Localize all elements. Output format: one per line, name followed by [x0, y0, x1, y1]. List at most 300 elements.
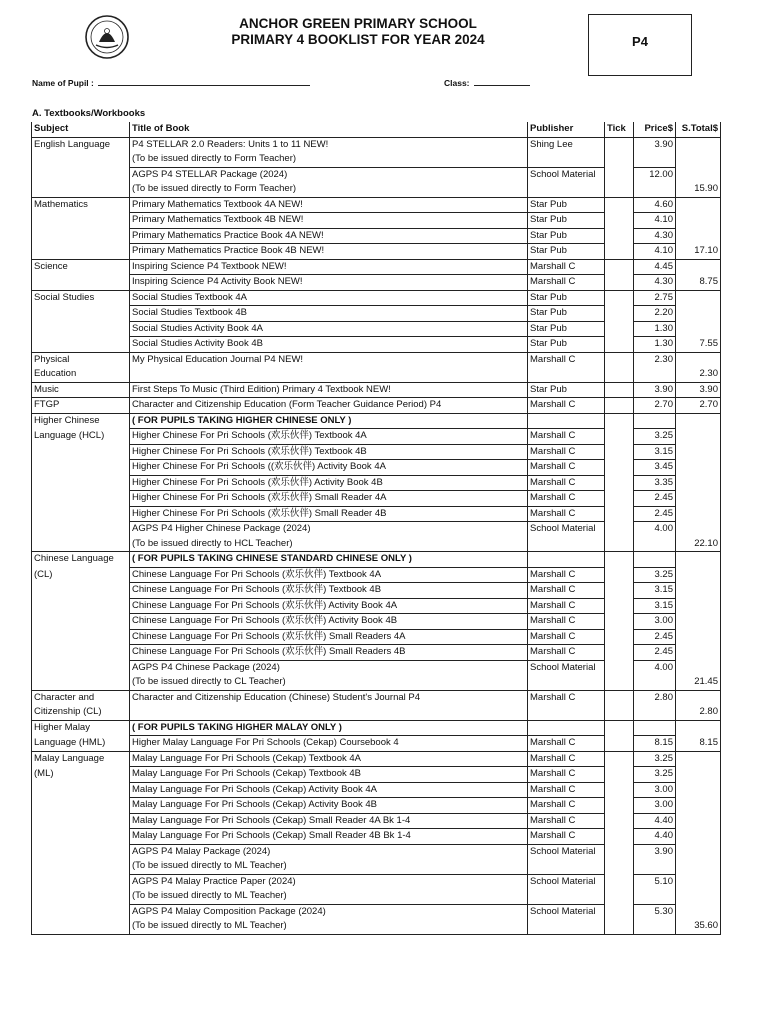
- tick-cell[interactable]: [605, 475, 634, 491]
- table-row: [32, 413, 721, 429]
- price-cell: [634, 859, 676, 874]
- column-header-subject: Subject: [32, 122, 130, 137]
- table-row: [32, 919, 721, 934]
- publisher-cell: Marshall C: [528, 475, 605, 491]
- subject-cell: [32, 228, 130, 244]
- table-row: [32, 460, 721, 476]
- tick-cell[interactable]: [605, 782, 634, 798]
- title-cell: AGPS P4 Higher Chinese Package (2024): [130, 522, 528, 537]
- tick-cell[interactable]: [605, 567, 634, 583]
- publisher-cell: Marshall C: [528, 398, 605, 414]
- price-cell: 3.15: [634, 583, 676, 599]
- title-cell: Higher Malay Language For Pri Schools (Cekap) Coursebook 4: [130, 736, 528, 752]
- subject-cell: Music: [32, 382, 130, 398]
- subtotal-cell: [676, 321, 721, 337]
- publisher-cell: Marshall C: [528, 460, 605, 476]
- tick-cell[interactable]: [605, 137, 634, 152]
- price-cell: 12.00: [634, 167, 676, 182]
- subject-cell: [32, 167, 130, 182]
- subject-cell: [32, 460, 130, 476]
- publisher-cell: [528, 919, 605, 934]
- subject-cell: [32, 889, 130, 904]
- price-cell: 4.10: [634, 244, 676, 260]
- subtotal-cell: 15.90: [676, 182, 721, 197]
- subtotal-cell: 17.10: [676, 244, 721, 260]
- column-header-subtotal: S.Total$: [676, 122, 721, 137]
- subtotal-cell: [676, 228, 721, 244]
- title-cell: Primary Mathematics Practice Book 4B NEW!: [130, 244, 528, 260]
- title-cell: ( FOR PUPILS TAKING HIGHER CHINESE ONLY ): [130, 413, 528, 429]
- publisher-cell: Marshall C: [528, 798, 605, 814]
- publisher-cell: Marshall C: [528, 751, 605, 767]
- price-cell: [634, 889, 676, 904]
- title-cell: AGPS P4 Malay Composition Package (2024): [130, 904, 528, 919]
- tick-cell[interactable]: [605, 614, 634, 630]
- publisher-cell: Star Pub: [528, 290, 605, 306]
- section-title: A. Textbooks/Workbooks: [32, 108, 146, 119]
- tick-cell[interactable]: [605, 629, 634, 645]
- tick-cell[interactable]: [605, 491, 634, 507]
- table-row: [32, 889, 721, 904]
- tick-cell[interactable]: [605, 244, 634, 260]
- title-cell: Chinese Language For Pri Schools (欢乐伙伴) Activity Book 4A: [130, 598, 528, 614]
- subtotal-cell: [676, 475, 721, 491]
- table-row: [32, 675, 721, 690]
- subject-cell: [32, 844, 130, 859]
- table-row: [32, 829, 721, 845]
- tick-cell[interactable]: [605, 751, 634, 767]
- tick-cell[interactable]: [605, 844, 634, 859]
- subtotal-cell: [676, 813, 721, 829]
- publisher-cell: Marshall C: [528, 491, 605, 507]
- subject-cell: [32, 829, 130, 845]
- publisher-cell: Marshall C: [528, 614, 605, 630]
- table-row: [32, 398, 721, 414]
- pupil-name-line[interactable]: [98, 77, 310, 86]
- tick-cell[interactable]: [605, 213, 634, 229]
- table-row: [32, 782, 721, 798]
- table-row: [32, 444, 721, 460]
- publisher-cell: Star Pub: [528, 321, 605, 337]
- tick-cell[interactable]: [605, 889, 634, 904]
- subtotal-cell: [676, 874, 721, 889]
- subtotal-cell: [676, 767, 721, 783]
- subject-cell: Higher Malay: [32, 720, 130, 736]
- subtotal-cell: [676, 137, 721, 152]
- subject-cell: Mathematics: [32, 197, 130, 213]
- title-cell: Malay Language For Pri Schools (Cekap) Textbook 4A: [130, 751, 528, 767]
- subject-cell: [32, 244, 130, 260]
- price-cell: [634, 675, 676, 690]
- title-cell: Malay Language For Pri Schools (Cekap) Small Reader 4B Bk 1-4: [130, 829, 528, 845]
- tick-cell[interactable]: [605, 337, 634, 353]
- tick-cell[interactable]: [605, 152, 634, 167]
- publisher-cell: Marshall C: [528, 629, 605, 645]
- tick-cell[interactable]: [605, 767, 634, 783]
- title-cell: Character and Citizenship Education (Form Teacher Guidance Period) P4: [130, 398, 528, 414]
- publisher-cell: School Material: [528, 522, 605, 537]
- publisher-cell: [528, 413, 605, 429]
- title-cell: (To be issued directly to HCL Teacher): [130, 537, 528, 552]
- title-cell: Higher Chinese For Pri Schools (欢乐伙伴) Textbook 4B: [130, 444, 528, 460]
- subtotal-cell: [676, 844, 721, 859]
- tick-cell[interactable]: [605, 537, 634, 552]
- publisher-cell: Star Pub: [528, 244, 605, 260]
- tick-cell[interactable]: [605, 382, 634, 398]
- table-row: [32, 552, 721, 568]
- subject-cell: Character and: [32, 690, 130, 705]
- tick-cell[interactable]: [605, 275, 634, 291]
- tick-cell[interactable]: [605, 306, 634, 322]
- publisher-cell: Marshall C: [528, 736, 605, 752]
- price-cell: [634, 537, 676, 552]
- publisher-cell: [528, 152, 605, 167]
- subtotal-cell: [676, 829, 721, 845]
- price-cell: 2.45: [634, 629, 676, 645]
- price-cell: 3.25: [634, 429, 676, 445]
- tick-cell[interactable]: [605, 259, 634, 275]
- table-row: [32, 382, 721, 398]
- publisher-cell: Marshall C: [528, 259, 605, 275]
- subject-cell: [32, 598, 130, 614]
- tick-cell[interactable]: [605, 460, 634, 476]
- table-row: [32, 537, 721, 552]
- price-cell: 4.30: [634, 228, 676, 244]
- tick-cell[interactable]: [605, 829, 634, 845]
- table-row: [32, 690, 721, 705]
- subject-cell: [32, 182, 130, 197]
- subtotal-cell: [676, 506, 721, 522]
- price-cell: 1.30: [634, 337, 676, 353]
- tick-cell[interactable]: [605, 182, 634, 197]
- price-cell: 3.00: [634, 782, 676, 798]
- subject-cell: Malay Language: [32, 751, 130, 767]
- table-row: [32, 751, 721, 767]
- subject-cell: [32, 874, 130, 889]
- subject-cell: [32, 152, 130, 167]
- tick-cell[interactable]: [605, 798, 634, 814]
- table-row: [32, 598, 721, 614]
- publisher-cell: [528, 859, 605, 874]
- publisher-cell: Marshall C: [528, 645, 605, 661]
- title-cell: Malay Language For Pri Schools (Cekap) Activity Book 4B: [130, 798, 528, 814]
- subject-cell: [32, 645, 130, 661]
- title-cell: Primary Mathematics Practice Book 4A NEW!: [130, 228, 528, 244]
- title-cell: Malay Language For Pri Schools (Cekap) Textbook 4B: [130, 767, 528, 783]
- tick-cell[interactable]: [605, 413, 634, 429]
- publisher-cell: Marshall C: [528, 567, 605, 583]
- price-cell: 4.45: [634, 259, 676, 275]
- subtotal-cell: [676, 552, 721, 568]
- booklist-title: PRIMARY 4 BOOKLIST FOR YEAR 2024: [231, 32, 485, 47]
- price-cell: 3.90: [634, 382, 676, 398]
- title-cell: (To be issued directly to Form Teacher): [130, 182, 528, 197]
- table-row: [32, 767, 721, 783]
- title-cell: Primary Mathematics Textbook 4A NEW!: [130, 197, 528, 213]
- price-cell: 2.75: [634, 290, 676, 306]
- title-cell: Social Studies Textbook 4B: [130, 306, 528, 322]
- price-cell: 2.45: [634, 506, 676, 522]
- publisher-cell: [528, 720, 605, 736]
- tick-cell[interactable]: [605, 690, 634, 705]
- subtotal-cell: [676, 213, 721, 229]
- publisher-cell: School Material: [528, 904, 605, 919]
- publisher-cell: [528, 537, 605, 552]
- school-name: ANCHOR GREEN PRIMARY SCHOOL: [239, 16, 477, 31]
- subtotal-cell: [676, 290, 721, 306]
- title-cell: Chinese Language For Pri Schools (欢乐伙伴) Textbook 4A: [130, 567, 528, 583]
- table-row: [32, 352, 721, 367]
- subtotal-cell: [676, 444, 721, 460]
- table-row: [32, 583, 721, 599]
- publisher-cell: Shing Lee: [528, 137, 605, 152]
- price-cell: [634, 720, 676, 736]
- subtotal-cell: [676, 197, 721, 213]
- title-cell: Higher Chinese For Pri Schools (欢乐伙伴) Activity Book 4B: [130, 475, 528, 491]
- tick-cell[interactable]: [605, 720, 634, 736]
- table-row: [32, 290, 721, 306]
- title-cell: Chinese Language For Pri Schools (欢乐伙伴) Textbook 4B: [130, 583, 528, 599]
- title-cell: AGPS P4 Chinese Package (2024): [130, 660, 528, 675]
- price-cell: 3.90: [634, 844, 676, 859]
- tick-cell[interactable]: [605, 367, 634, 382]
- column-header-title: Title of Book: [130, 122, 528, 137]
- table-row: [32, 844, 721, 859]
- table-header-row: [32, 122, 721, 137]
- price-cell: [634, 705, 676, 720]
- subtotal-cell: [676, 751, 721, 767]
- tick-cell[interactable]: [605, 598, 634, 614]
- table-row: [32, 567, 721, 583]
- subtotal-cell: [676, 522, 721, 537]
- title-cell: Malay Language For Pri Schools (Cekap) Small Reader 4A Bk 1-4: [130, 813, 528, 829]
- subtotal-cell: [676, 413, 721, 429]
- table-row: [32, 720, 721, 736]
- subtotal-cell: [676, 259, 721, 275]
- subtotal-cell: 3.90: [676, 382, 721, 398]
- publisher-cell: Marshall C: [528, 352, 605, 367]
- price-cell: [634, 152, 676, 167]
- subject-cell: (ML): [32, 767, 130, 783]
- price-cell: 3.25: [634, 751, 676, 767]
- title-cell: (To be issued directly to ML Teacher): [130, 889, 528, 904]
- subject-cell: [32, 859, 130, 874]
- publisher-cell: [528, 889, 605, 904]
- title-cell: Chinese Language For Pri Schools (欢乐伙伴) Activity Book 4B: [130, 614, 528, 630]
- price-cell: 3.90: [634, 137, 676, 152]
- publisher-cell: Star Pub: [528, 337, 605, 353]
- subject-cell: [32, 475, 130, 491]
- tick-cell[interactable]: [605, 197, 634, 213]
- class-label: Class:: [444, 78, 470, 88]
- table-row: [32, 244, 721, 260]
- tick-cell[interactable]: [605, 919, 634, 934]
- title-cell: Social Studies Textbook 4A: [130, 290, 528, 306]
- price-cell: 4.30: [634, 275, 676, 291]
- subject-cell: [32, 213, 130, 229]
- title-cell: Social Studies Activity Book 4B: [130, 337, 528, 353]
- table-row: [32, 367, 721, 382]
- subject-cell: [32, 675, 130, 690]
- publisher-cell: Star Pub: [528, 213, 605, 229]
- price-cell: 3.15: [634, 444, 676, 460]
- tick-cell[interactable]: [605, 352, 634, 367]
- subtotal-cell: [676, 352, 721, 367]
- column-header-publisher: Publisher: [528, 122, 605, 137]
- title-cell: (To be issued directly to Form Teacher): [130, 152, 528, 167]
- subject-cell: English Language: [32, 137, 130, 152]
- tick-cell[interactable]: [605, 429, 634, 445]
- subject-cell: [32, 919, 130, 934]
- title-cell: Chinese Language For Pri Schools (欢乐伙伴) Small Readers 4A: [130, 629, 528, 645]
- title-cell: My Physical Education Journal P4 NEW!: [130, 352, 528, 367]
- title-cell: Inspiring Science P4 Textbook NEW!: [130, 259, 528, 275]
- subject-cell: [32, 506, 130, 522]
- price-cell: 2.45: [634, 491, 676, 507]
- publisher-cell: [528, 552, 605, 568]
- level-box: P4: [588, 14, 692, 76]
- title-cell: (To be issued directly to CL Teacher): [130, 675, 528, 690]
- title-cell: [130, 705, 528, 720]
- subject-cell: Language (HML): [32, 736, 130, 752]
- subtotal-cell: [676, 614, 721, 630]
- price-cell: 3.25: [634, 767, 676, 783]
- table-row: [32, 213, 721, 229]
- table-row: [32, 167, 721, 182]
- title-cell: (To be issued directly to ML Teacher): [130, 859, 528, 874]
- table-row: [32, 275, 721, 291]
- subject-cell: [32, 522, 130, 537]
- title-cell: AGPS P4 Malay Package (2024): [130, 844, 528, 859]
- publisher-cell: [528, 367, 605, 382]
- subject-cell: (CL): [32, 567, 130, 583]
- price-cell: 3.00: [634, 614, 676, 630]
- subtotal-cell: 35.60: [676, 919, 721, 934]
- subtotal-cell: 2.30: [676, 367, 721, 382]
- table-row: [32, 491, 721, 507]
- title-cell: Higher Chinese For Pri Schools ((欢乐伙伴) Activity Book 4A: [130, 460, 528, 476]
- title-cell: Social Studies Activity Book 4A: [130, 321, 528, 337]
- tick-cell[interactable]: [605, 813, 634, 829]
- title-cell: AGPS P4 Malay Practice Paper (2024): [130, 874, 528, 889]
- subtotal-cell: [676, 782, 721, 798]
- price-cell: 2.70: [634, 398, 676, 414]
- table-row: [32, 137, 721, 152]
- subject-cell: [32, 614, 130, 630]
- title-cell: Malay Language For Pri Schools (Cekap) Activity Book 4A: [130, 782, 528, 798]
- table-row: [32, 813, 721, 829]
- tick-cell[interactable]: [605, 552, 634, 568]
- subject-cell: [32, 444, 130, 460]
- table-row: [32, 522, 721, 537]
- publisher-cell: School Material: [528, 874, 605, 889]
- tick-cell[interactable]: [605, 645, 634, 661]
- price-cell: 2.80: [634, 690, 676, 705]
- price-cell: 3.45: [634, 460, 676, 476]
- subject-cell: Higher Chinese: [32, 413, 130, 429]
- tick-cell[interactable]: [605, 522, 634, 537]
- publisher-cell: Star Pub: [528, 228, 605, 244]
- subtotal-cell: [676, 583, 721, 599]
- price-cell: 4.00: [634, 522, 676, 537]
- subject-cell: [32, 321, 130, 337]
- price-cell: 2.20: [634, 306, 676, 322]
- price-cell: [634, 413, 676, 429]
- publisher-cell: Marshall C: [528, 813, 605, 829]
- price-cell: 3.00: [634, 798, 676, 814]
- subtotal-cell: [676, 167, 721, 182]
- tick-cell[interactable]: [605, 736, 634, 752]
- publisher-cell: Star Pub: [528, 382, 605, 398]
- tick-cell[interactable]: [605, 167, 634, 182]
- subject-cell: [32, 629, 130, 645]
- table-row: [32, 429, 721, 445]
- table-row: [32, 904, 721, 919]
- tick-cell[interactable]: [605, 859, 634, 874]
- price-cell: 4.40: [634, 813, 676, 829]
- publisher-cell: Marshall C: [528, 506, 605, 522]
- title-cell: Higher Chinese For Pri Schools (欢乐伙伴) Small Reader 4B: [130, 506, 528, 522]
- class-field[interactable]: [444, 77, 530, 88]
- pupil-name-field[interactable]: [32, 77, 310, 88]
- publisher-cell: Marshall C: [528, 275, 605, 291]
- pupil-name-label: Name of Pupil :: [32, 78, 94, 88]
- column-header-price: Price$: [634, 122, 676, 137]
- subject-cell: Chinese Language: [32, 552, 130, 568]
- subject-cell: [32, 275, 130, 291]
- publisher-cell: Marshall C: [528, 583, 605, 599]
- class-line[interactable]: [474, 77, 530, 86]
- tick-cell[interactable]: [605, 506, 634, 522]
- publisher-cell: [528, 705, 605, 720]
- title-cell: (To be issued directly to ML Teacher): [130, 919, 528, 934]
- title-cell: ( FOR PUPILS TAKING HIGHER MALAY ONLY ): [130, 720, 528, 736]
- title-cell: AGPS P4 STELLAR Package (2024): [130, 167, 528, 182]
- subject-cell: [32, 813, 130, 829]
- tick-cell[interactable]: [605, 398, 634, 414]
- tick-cell[interactable]: [605, 675, 634, 690]
- publisher-cell: Marshall C: [528, 829, 605, 845]
- subtotal-cell: [676, 645, 721, 661]
- booklist-table: [31, 122, 721, 935]
- tick-cell[interactable]: [605, 583, 634, 599]
- price-cell: 3.25: [634, 567, 676, 583]
- tick-cell[interactable]: [605, 321, 634, 337]
- title-cell: Chinese Language For Pri Schools (欢乐伙伴) Small Readers 4B: [130, 645, 528, 661]
- publisher-cell: School Material: [528, 660, 605, 675]
- publisher-cell: [528, 675, 605, 690]
- tick-cell[interactable]: [605, 705, 634, 720]
- tick-cell[interactable]: [605, 874, 634, 889]
- subtotal-cell: [676, 491, 721, 507]
- tick-cell[interactable]: [605, 290, 634, 306]
- subtotal-cell: 7.55: [676, 337, 721, 353]
- tick-cell[interactable]: [605, 904, 634, 919]
- column-header-tick: Tick: [605, 122, 634, 137]
- tick-cell[interactable]: [605, 228, 634, 244]
- title-cell: Character and Citizenship Education (Chinese) Student's Journal P4: [130, 690, 528, 705]
- subject-cell: [32, 491, 130, 507]
- publisher-cell: Star Pub: [528, 197, 605, 213]
- subtotal-cell: [676, 859, 721, 874]
- tick-cell[interactable]: [605, 660, 634, 675]
- title-cell: Higher Chinese For Pri Schools (欢乐伙伴) Small Reader 4A: [130, 491, 528, 507]
- price-cell: 4.40: [634, 829, 676, 845]
- title-cell: ( FOR PUPILS TAKING CHINESE STANDARD CHINESE ONLY ): [130, 552, 528, 568]
- table-row: [32, 228, 721, 244]
- tick-cell[interactable]: [605, 444, 634, 460]
- subtotal-cell: [676, 460, 721, 476]
